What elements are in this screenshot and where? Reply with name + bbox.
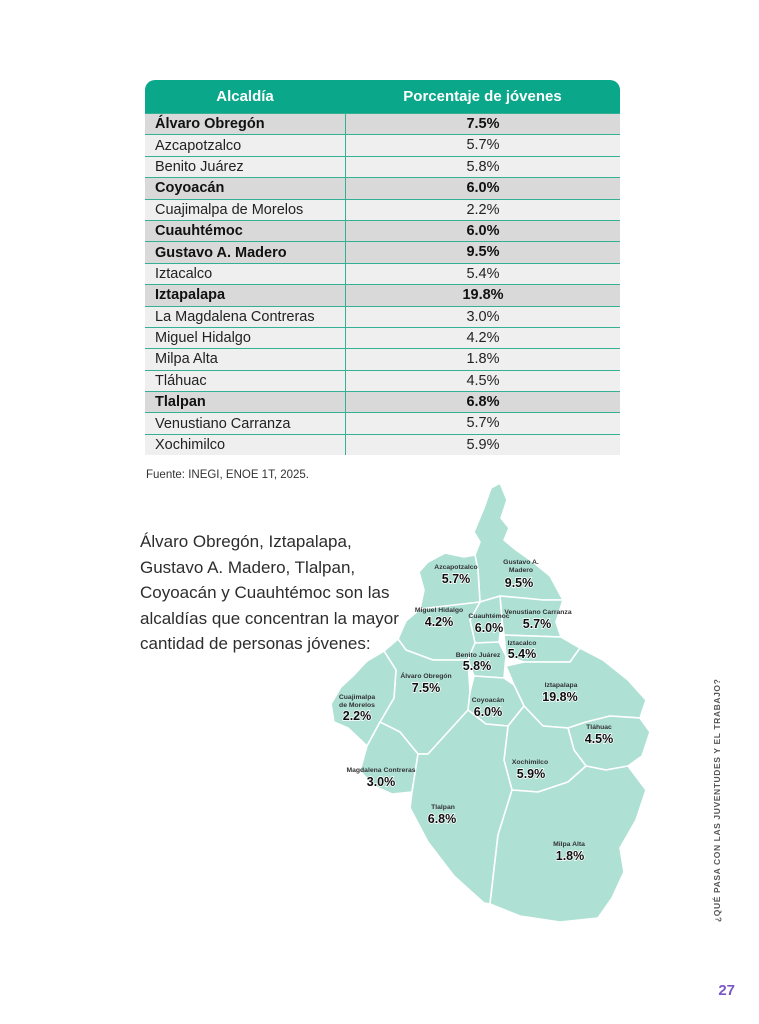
alcaldia-value: 5.8%: [345, 157, 620, 177]
map-svg: [328, 470, 660, 935]
alcaldia-value: 7.5%: [345, 114, 620, 134]
table-row: [145, 177, 620, 198]
table-row: [145, 263, 620, 284]
map-label-value: 7.5%: [411, 681, 441, 695]
alcaldia-name: Benito Juárez: [155, 158, 244, 175]
table-header-porcentaje: Porcentaje de jóvenes: [403, 88, 562, 105]
table-row: [145, 412, 620, 433]
alcaldia-value: 5.9%: [345, 435, 620, 455]
sidebar-vertical-title: ¿QUÉ PASA CON LAS JUVENTUDES Y EL TRABAJO?: [712, 678, 722, 922]
alcaldia-name: Xochimilco: [155, 437, 226, 454]
alcaldia-value: 6.0%: [345, 178, 620, 198]
map-label-name: Benito Juárez: [455, 652, 501, 659]
map-label-value: 5.7%: [522, 617, 552, 631]
map-label-value: 4.2%: [424, 615, 454, 629]
table-row: [145, 241, 620, 262]
map-label-name: Tlalpan: [431, 804, 455, 811]
table-row: [145, 113, 620, 134]
table-header-row: [145, 80, 620, 113]
alcaldia-name: Tláhuac: [155, 372, 207, 389]
alcaldia-value: 19.8%: [345, 285, 620, 305]
map-label-value: 6.0%: [473, 705, 503, 719]
map-label-value: 5.8%: [462, 659, 492, 673]
alcaldia-name: Cuauhtémoc: [155, 223, 243, 240]
alcaldia-value: 1.8%: [345, 349, 620, 369]
map-label-value: 3.0%: [366, 775, 396, 789]
alcaldia-name: Iztacalco: [155, 265, 213, 282]
table-row: [145, 134, 620, 155]
map-label-value: 9.5%: [504, 576, 534, 590]
alcaldia-name: Tlalpan: [155, 394, 206, 411]
alcaldia-name: Iztapalapa: [155, 287, 226, 304]
map-label-name: Iztapalapa: [544, 682, 578, 689]
map-label-value: 6.0%: [474, 621, 504, 635]
map-label-name: de Morelos: [339, 702, 375, 709]
map-label-value: 6.8%: [427, 812, 457, 826]
table-row: [145, 391, 620, 412]
alcaldias-table: [145, 80, 620, 455]
map-label-name: Magdalena Contreras: [346, 767, 416, 774]
map-label-name: Madero: [508, 567, 534, 574]
alcaldia-name: Cuajimalpa de Morelos: [155, 201, 304, 218]
table-header-alcaldia: Alcaldía: [216, 88, 274, 105]
map-label-name: Venustiano Carranza: [504, 609, 572, 616]
map-label-value: 5.9%: [516, 767, 546, 781]
map-label-name: Álvaro Obregón: [400, 673, 452, 680]
map-label-value: 4.5%: [584, 732, 614, 746]
alcaldia-name: Milpa Alta: [155, 351, 218, 368]
alcaldia-value: 2.2%: [345, 200, 620, 220]
table-row: [145, 327, 620, 348]
map-label-name: Iztacalco: [507, 640, 537, 647]
map-label-name: Gustavo A.: [503, 559, 539, 566]
map-label-name: Cuajimalpa: [338, 694, 376, 701]
table-row: [145, 306, 620, 327]
table-row: [145, 348, 620, 369]
alcaldia-value: 5.4%: [345, 264, 620, 284]
alcaldia-value: 6.8%: [345, 392, 620, 412]
map-label-name: Tláhuac: [586, 724, 612, 731]
alcaldia-value: 3.0%: [345, 307, 620, 327]
map-label-name: Azcapotzalco: [434, 564, 478, 571]
map-label-name: Coyoacán: [471, 697, 505, 704]
alcaldia-value: 4.2%: [345, 328, 620, 348]
map-label-name: Miguel Hidalgo: [414, 607, 464, 614]
map-label-name: Xochimilco: [511, 759, 549, 766]
alcaldia-name: Venustiano Carranza: [155, 415, 291, 432]
map-label-name: Cuauhtémoc: [468, 613, 510, 620]
table-row: [145, 370, 620, 391]
alcaldia-value: 9.5%: [345, 242, 620, 262]
alcaldia-value: 6.0%: [345, 221, 620, 241]
alcaldia-value: 5.7%: [345, 413, 620, 433]
map-label-value: 2.2%: [342, 709, 372, 723]
alcaldia-value: 4.5%: [345, 371, 620, 391]
alcaldia-name: Miguel Hidalgo: [155, 330, 251, 347]
intro-paragraph: Álvaro Obregón, Iztapalapa, Gustavo A. Madero, Tlalpan, Coyoacán y Cuauhtémoc son las alcaldías que concentran la mayor cantidad de personas jóvenes:: [140, 532, 399, 653]
source-note: Fuente: INEGI, ENOE 1T, 2025.: [146, 469, 309, 481]
page-number: 27: [718, 982, 735, 999]
alcaldia-name: Azcapotzalco: [155, 137, 242, 154]
cdmx-alcaldias-map: [328, 470, 660, 935]
table-row: [145, 434, 620, 455]
table-row: [145, 284, 620, 305]
alcaldia-name: Coyoacán: [155, 180, 225, 197]
table-row: [145, 156, 620, 177]
map-label-value: 19.8%: [542, 690, 578, 704]
table-row: [145, 220, 620, 241]
alcaldia-name: La Magdalena Contreras: [155, 308, 315, 325]
map-label-name: Milpa Alta: [553, 841, 585, 848]
alcaldia-name: Álvaro Obregón: [155, 116, 265, 133]
map-label-value: 5.4%: [507, 647, 537, 661]
alcaldia-value: 5.7%: [345, 135, 620, 155]
table-row: [145, 199, 620, 220]
map-label-value: 1.8%: [555, 849, 585, 863]
map-label-value: 5.7%: [441, 572, 471, 586]
alcaldia-name: Gustavo A. Madero: [155, 244, 287, 261]
